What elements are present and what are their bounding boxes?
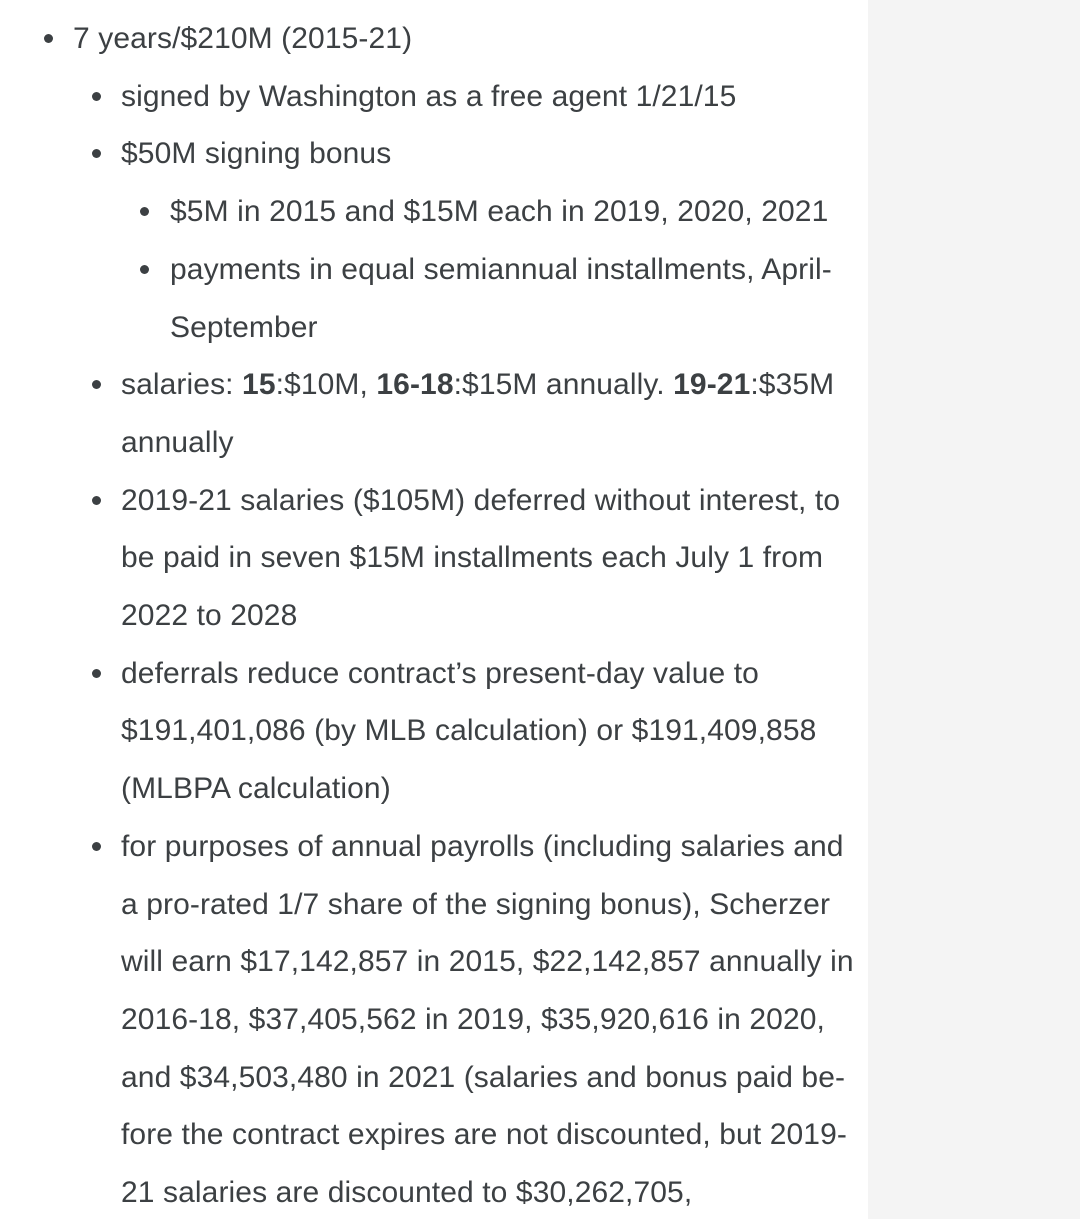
text-line: annually — [121, 425, 234, 459]
bullet-icon — [92, 149, 101, 158]
bullet-icon — [92, 496, 101, 505]
text-line: 2019-21 salaries ($105M) deferred without interest, to — [121, 483, 841, 517]
list-item — [0, 241, 868, 356]
contract-notes-list — [0, 10, 868, 1219]
text-line: signed by Washington as a free agent 1/21/15 — [121, 79, 737, 113]
text-line: $5M in 2015 and $15M each in 2019, 2020, 2021 — [170, 195, 829, 229]
bold-text-segment: 16-18 — [376, 368, 454, 402]
list-item — [0, 68, 868, 126]
list-item — [0, 472, 868, 645]
bullet-icon — [92, 380, 101, 389]
text-segment: :$35M — [750, 368, 835, 402]
text-line: 21 salaries are discounted to $30,262,705, — [121, 1176, 693, 1210]
text-line: will earn $17,142,857 in 2015, $22,142,857 annually in — [121, 945, 854, 979]
bullet-icon — [92, 842, 101, 851]
text-line: (MLBPA calculation) — [121, 772, 391, 806]
text-line: 2016-18, $37,405,562 in 2019, $35,920,616 in 2020, — [121, 1002, 825, 1036]
bullet-icon — [140, 207, 149, 216]
text-line: payments in equal semiannual installments, April- — [170, 252, 832, 286]
bold-text-segment: 19-21 — [673, 368, 751, 402]
text-line: $191,401,086 (by MLB calculation) or $191,409,858 — [121, 714, 817, 748]
text-line — [121, 356, 868, 414]
text-segment: :$10M, — [275, 368, 377, 402]
list-item — [0, 10, 868, 68]
bullet-icon — [92, 669, 101, 678]
text-line: September — [170, 310, 318, 344]
list-item — [0, 125, 868, 183]
page-margin-gutter — [868, 0, 1080, 1219]
text-line: be paid in seven $15M installments each July 1 from — [121, 541, 824, 575]
bullet-icon — [44, 34, 53, 43]
text-line: fore the contract expires are not discounted, but 2019- — [121, 1118, 847, 1152]
text-line: 2022 to 2028 — [121, 599, 298, 633]
list-item — [0, 818, 868, 1219]
bullet-icon — [140, 265, 149, 274]
list-item — [0, 645, 868, 818]
list-item — [0, 356, 868, 471]
text-line: $50M signing bonus — [121, 137, 392, 171]
bullet-icon — [92, 92, 101, 101]
text-line: a pro-rated 1/7 share of the signing bonus), Scherzer — [121, 887, 831, 921]
text-line: for purposes of annual payrolls (including salaries and — [121, 829, 844, 863]
text-segment: :$15M annually. — [453, 368, 674, 402]
text-line: deferrals reduce contract’s present-day value to — [121, 656, 759, 690]
text-line: and $34,503,480 in 2021 (salaries and bonus paid be- — [121, 1060, 846, 1094]
text-line: 7 years/$210M (2015-21) — [73, 22, 413, 55]
bold-text-segment: 15 — [242, 368, 276, 402]
list-item — [0, 183, 868, 241]
text-segment: salaries: — [121, 368, 243, 402]
